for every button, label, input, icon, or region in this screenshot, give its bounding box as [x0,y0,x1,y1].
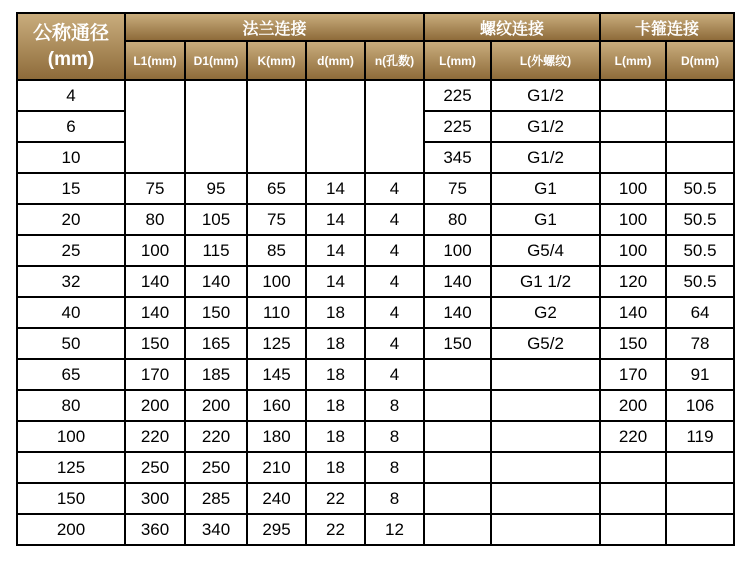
cell-clamp-1: 106 [666,390,734,421]
cell-clamp-0 [600,142,666,173]
table-row [17,80,734,111]
cell-flange-3: 14 [306,204,365,235]
cell-flange-4: 8 [365,421,424,452]
cell-thread-0: 80 [424,204,491,235]
header-clamp-d: D(mm) [666,41,734,80]
header-nominal-diameter-line2: (mm) [47,48,95,70]
cell-thread-1 [491,514,600,545]
cell-nominal-diameter: 25 [17,235,125,266]
table-row [17,204,734,235]
cell-thread-0: 225 [424,80,491,111]
cell-flange-3: 14 [306,266,365,297]
cell-clamp-0: 150 [600,328,666,359]
cell-flange-4: 4 [365,297,424,328]
cell-nominal-diameter: 15 [17,173,125,204]
cell-thread-0: 100 [424,235,491,266]
cell-flange-3: 18 [306,452,365,483]
header-group-row [17,13,734,41]
cell-flange-1: 340 [185,514,247,545]
cell-flange-3: 18 [306,328,365,359]
header-flange-n-holes: n(孔数) [365,41,424,80]
cell-clamp-0 [600,111,666,142]
cell-flange-1: 250 [185,452,247,483]
cell-flange-3: 18 [306,359,365,390]
cell-nominal-diameter: 100 [17,421,125,452]
cell-flange-0: 80 [125,204,185,235]
cell-clamp-0: 170 [600,359,666,390]
cell-clamp-1 [666,142,734,173]
cell-clamp-0: 200 [600,390,666,421]
cell-thread-0 [424,514,491,545]
cell-clamp-1 [666,514,734,545]
table-row [17,297,734,328]
cell-thread-1: G1/2 [491,142,600,173]
cell-flange-4: 4 [365,173,424,204]
cell-thread-1: G1 [491,204,600,235]
cell-nominal-diameter: 32 [17,266,125,297]
cell-clamp-0: 120 [600,266,666,297]
cell-thread-0: 225 [424,111,491,142]
cell-flange-2: 180 [247,421,306,452]
cell-nominal-diameter: 80 [17,390,125,421]
cell-flange-1: 150 [185,297,247,328]
cell-flange-2: 65 [247,173,306,204]
cell-flange-4: 8 [365,452,424,483]
cell-flange-3: 18 [306,421,365,452]
header-thread-l: L(mm) [424,41,491,80]
cell-thread-1: G1/2 [491,111,600,142]
cell-flange-1: 115 [185,235,247,266]
cell-clamp-1 [666,80,734,111]
cell-flange-4: 4 [365,359,424,390]
cell-flange-0 [125,80,185,173]
cell-flange-4: 4 [365,266,424,297]
cell-flange-2: 145 [247,359,306,390]
cell-nominal-diameter: 6 [17,111,125,142]
cell-flange-4: 12 [365,514,424,545]
cell-nominal-diameter: 20 [17,204,125,235]
cell-flange-1: 285 [185,483,247,514]
cell-flange-1 [185,80,247,173]
pipe-connection-spec-table [16,12,735,546]
cell-flange-2: 240 [247,483,306,514]
cell-thread-0 [424,421,491,452]
cell-flange-0: 300 [125,483,185,514]
table-row [17,235,734,266]
header-flange-d: d(mm) [306,41,365,80]
header-flange-d1: D1(mm) [185,41,247,80]
cell-flange-2: 75 [247,204,306,235]
cell-flange-1: 220 [185,421,247,452]
cell-flange-0: 220 [125,421,185,452]
cell-thread-1: G5/4 [491,235,600,266]
header-thread-l-external: L(外螺纹) [491,41,600,80]
table-body [17,80,734,545]
cell-flange-1: 185 [185,359,247,390]
header-flange-connection-group: 法兰连接 [125,13,424,41]
cell-thread-1 [491,483,600,514]
cell-clamp-1 [666,452,734,483]
cell-thread-1: G1 [491,173,600,204]
cell-flange-3 [306,80,365,173]
cell-nominal-diameter: 150 [17,483,125,514]
cell-thread-0: 75 [424,173,491,204]
table-row [17,390,734,421]
cell-clamp-0 [600,80,666,111]
cell-clamp-1: 119 [666,421,734,452]
cell-flange-2: 210 [247,452,306,483]
cell-flange-2: 160 [247,390,306,421]
cell-clamp-1 [666,483,734,514]
cell-clamp-0: 220 [600,421,666,452]
cell-flange-3: 22 [306,483,365,514]
header-nominal-diameter [17,13,125,80]
cell-thread-0: 140 [424,297,491,328]
cell-flange-0: 250 [125,452,185,483]
cell-flange-3: 14 [306,173,365,204]
cell-clamp-0: 100 [600,173,666,204]
cell-flange-4: 8 [365,390,424,421]
table-header [17,13,734,80]
cell-clamp-1: 50.5 [666,266,734,297]
cell-thread-1: G1/2 [491,80,600,111]
table-row [17,266,734,297]
cell-flange-0: 170 [125,359,185,390]
cell-flange-2: 110 [247,297,306,328]
cell-thread-1 [491,390,600,421]
cell-flange-0: 200 [125,390,185,421]
cell-clamp-1: 78 [666,328,734,359]
cell-thread-1: G1 1/2 [491,266,600,297]
cell-thread-1: G5/2 [491,328,600,359]
table-row [17,514,734,545]
cell-nominal-diameter: 200 [17,514,125,545]
cell-nominal-diameter: 125 [17,452,125,483]
table-row [17,359,734,390]
table-row [17,173,734,204]
table-row [17,483,734,514]
table-row [17,328,734,359]
cell-clamp-1: 50.5 [666,235,734,266]
cell-nominal-diameter: 65 [17,359,125,390]
table-row [17,452,734,483]
cell-flange-2: 295 [247,514,306,545]
cell-flange-0: 140 [125,266,185,297]
cell-thread-1: G2 [491,297,600,328]
cell-clamp-1: 50.5 [666,173,734,204]
cell-thread-0: 140 [424,266,491,297]
cell-flange-3: 22 [306,514,365,545]
cell-thread-0: 150 [424,328,491,359]
cell-flange-4: 4 [365,204,424,235]
cell-flange-1: 95 [185,173,247,204]
cell-flange-3: 18 [306,297,365,328]
table-row [17,421,734,452]
cell-clamp-0 [600,514,666,545]
cell-flange-0: 150 [125,328,185,359]
header-sub-row [17,41,734,80]
header-thread-connection-group: 螺纹连接 [424,13,600,41]
cell-flange-0: 140 [125,297,185,328]
cell-nominal-diameter: 10 [17,142,125,173]
cell-clamp-1: 50.5 [666,204,734,235]
cell-thread-1 [491,359,600,390]
cell-flange-4: 4 [365,328,424,359]
cell-flange-0: 100 [125,235,185,266]
cell-flange-1: 200 [185,390,247,421]
cell-flange-0: 75 [125,173,185,204]
cell-flange-4 [365,80,424,173]
cell-thread-0 [424,359,491,390]
cell-nominal-diameter: 50 [17,328,125,359]
cell-flange-4: 8 [365,483,424,514]
cell-flange-2: 125 [247,328,306,359]
cell-flange-3: 18 [306,390,365,421]
cell-clamp-1: 64 [666,297,734,328]
cell-flange-4: 4 [365,235,424,266]
cell-clamp-0: 140 [600,297,666,328]
cell-flange-3: 14 [306,235,365,266]
cell-flange-2: 85 [247,235,306,266]
cell-flange-2: 100 [247,266,306,297]
header-flange-k: K(mm) [247,41,306,80]
cell-flange-1: 165 [185,328,247,359]
header-clamp-l: L(mm) [600,41,666,80]
cell-clamp-1: 91 [666,359,734,390]
cell-clamp-0 [600,483,666,514]
cell-thread-1 [491,421,600,452]
cell-clamp-0: 100 [600,204,666,235]
cell-thread-0: 345 [424,142,491,173]
header-clamp-connection-group: 卡箍连接 [600,13,734,41]
cell-thread-1 [491,452,600,483]
cell-flange-1: 105 [185,204,247,235]
cell-thread-0 [424,390,491,421]
cell-clamp-0 [600,452,666,483]
header-flange-l1: L1(mm) [125,41,185,80]
header-nominal-diameter-line1: 公称通径 [32,22,109,44]
cell-thread-0 [424,483,491,514]
cell-thread-0 [424,452,491,483]
cell-flange-0: 360 [125,514,185,545]
cell-nominal-diameter: 4 [17,80,125,111]
cell-flange-2 [247,80,306,173]
cell-clamp-1 [666,111,734,142]
cell-clamp-0: 100 [600,235,666,266]
cell-nominal-diameter: 40 [17,297,125,328]
cell-flange-1: 140 [185,266,247,297]
